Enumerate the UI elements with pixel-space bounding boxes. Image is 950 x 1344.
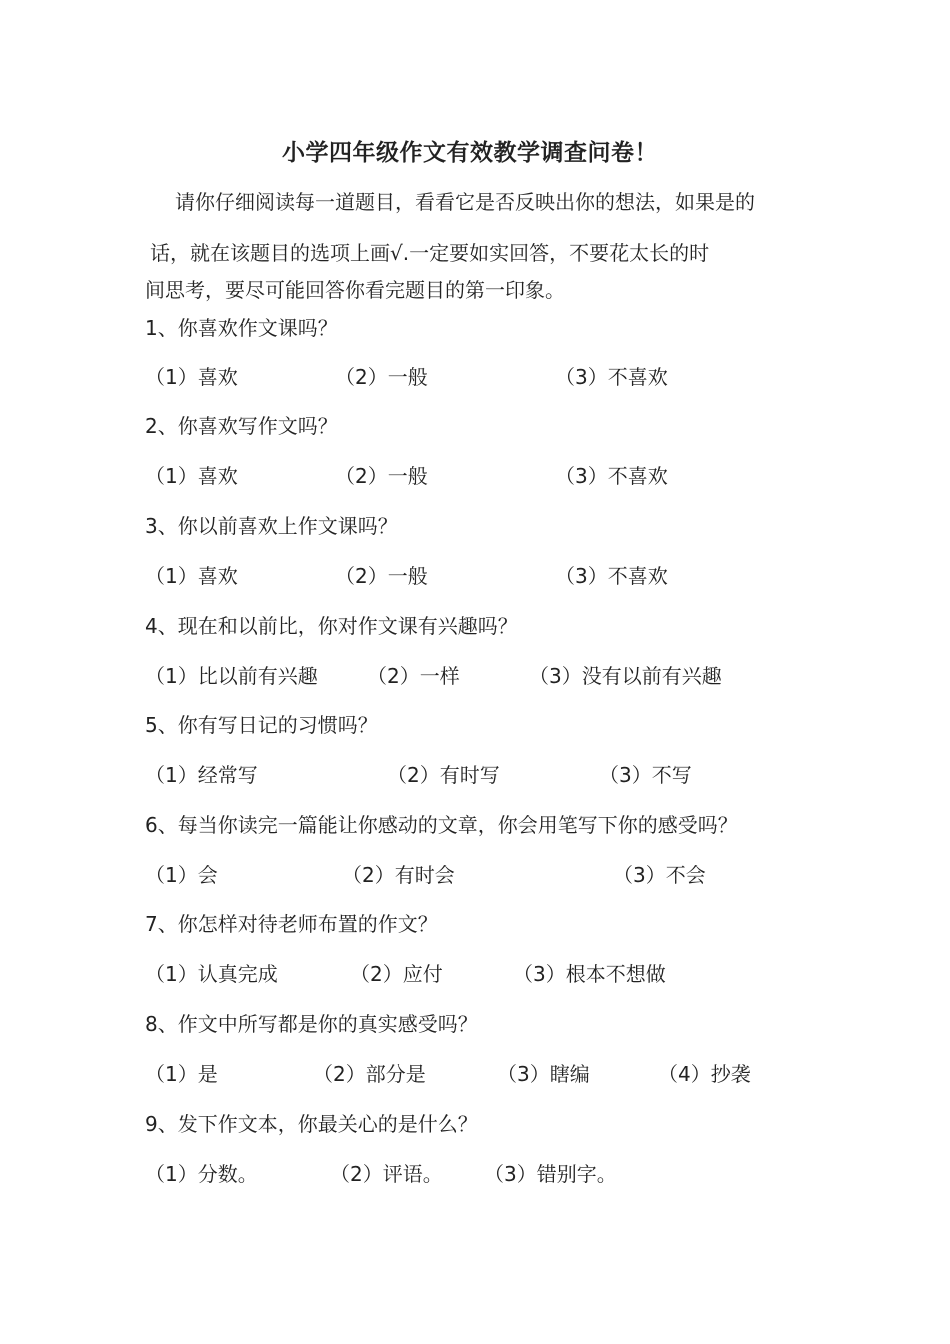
question-8-option-1: （1）是 (145, 1062, 218, 1086)
question-6-option-1: （1）会 (145, 863, 218, 887)
question-9: 9、发下作文本，你最关心的是什么？ (145, 1112, 478, 1136)
question-2-option-3: （3）不喜欢 (555, 464, 668, 488)
question-6: 6、每当你读完一篇能让你感动的文章，你会用笔写下你的感受吗？ (145, 813, 738, 837)
question-7-option-1: （1）认真完成 (145, 962, 278, 986)
question-7-option-3: （3）根本不想做 (513, 962, 666, 986)
question-9-option-3: （3）错别字。 (484, 1162, 617, 1186)
question-6-option-2: （2）有时会 (342, 863, 455, 887)
question-3-option-1: （1）喜欢 (145, 564, 238, 588)
question-9-option-2: （2）评语。 (330, 1162, 443, 1186)
question-3: 3、你以前喜欢上作文课吗？ (145, 514, 398, 538)
question-4-option-1: （1）比以前有兴趣 (145, 664, 318, 688)
question-9-option-1: （1）分数。 (145, 1162, 258, 1186)
question-1-option-2: （2）一般 (335, 365, 428, 389)
question-5-option-2: （2）有时写 (387, 763, 500, 787)
question-2: 2、你喜欢写作文吗？ (145, 414, 338, 438)
question-2-option-1: （1）喜欢 (145, 464, 238, 488)
page-title: 小学四年级作文有效教学调查问卷！ (282, 140, 658, 166)
question-8-option-3: （3）瞎编 (497, 1062, 590, 1086)
intro-line-1: 请你仔细阅读每一道题目，看看它是否反映出你的想法，如果是的 (175, 190, 755, 214)
question-8: 8、作文中所写都是你的真实感受吗？ (145, 1012, 478, 1036)
question-1: 1、你喜欢作文课吗？ (145, 316, 338, 340)
question-8-option-2: （2）部分是 (313, 1062, 426, 1086)
question-2-option-2: （2）一般 (335, 464, 428, 488)
intro-line-3: 间思考，要尽可能回答你看完题目的第一印象。 (145, 278, 565, 302)
question-5: 5、你有写日记的习惯吗？ (145, 713, 378, 737)
question-7-option-2: （2）应付 (350, 962, 443, 986)
question-3-option-2: （2）一般 (335, 564, 428, 588)
question-4: 4、现在和以前比，你对作文课有兴趣吗？ (145, 614, 518, 638)
question-4-option-3: （3）没有以前有兴趣 (529, 664, 722, 688)
question-7: 7、你怎样对待老师布置的作文？ (145, 912, 438, 936)
question-5-option-1: （1）经常写 (145, 763, 258, 787)
question-1-option-3: （3）不喜欢 (555, 365, 668, 389)
question-3-option-3: （3）不喜欢 (555, 564, 668, 588)
question-1-option-1: （1）喜欢 (145, 365, 238, 389)
question-8-option-4: （4）抄袭 (658, 1062, 751, 1086)
question-5-option-3: （3）不写 (599, 763, 692, 787)
question-6-option-3: （3）不会 (613, 863, 706, 887)
intro-line-2: 话，就在该题目的选项上画√.一定要如实回答，不要花太长的时 (150, 241, 710, 265)
question-4-option-2: （2）一样 (367, 664, 460, 688)
